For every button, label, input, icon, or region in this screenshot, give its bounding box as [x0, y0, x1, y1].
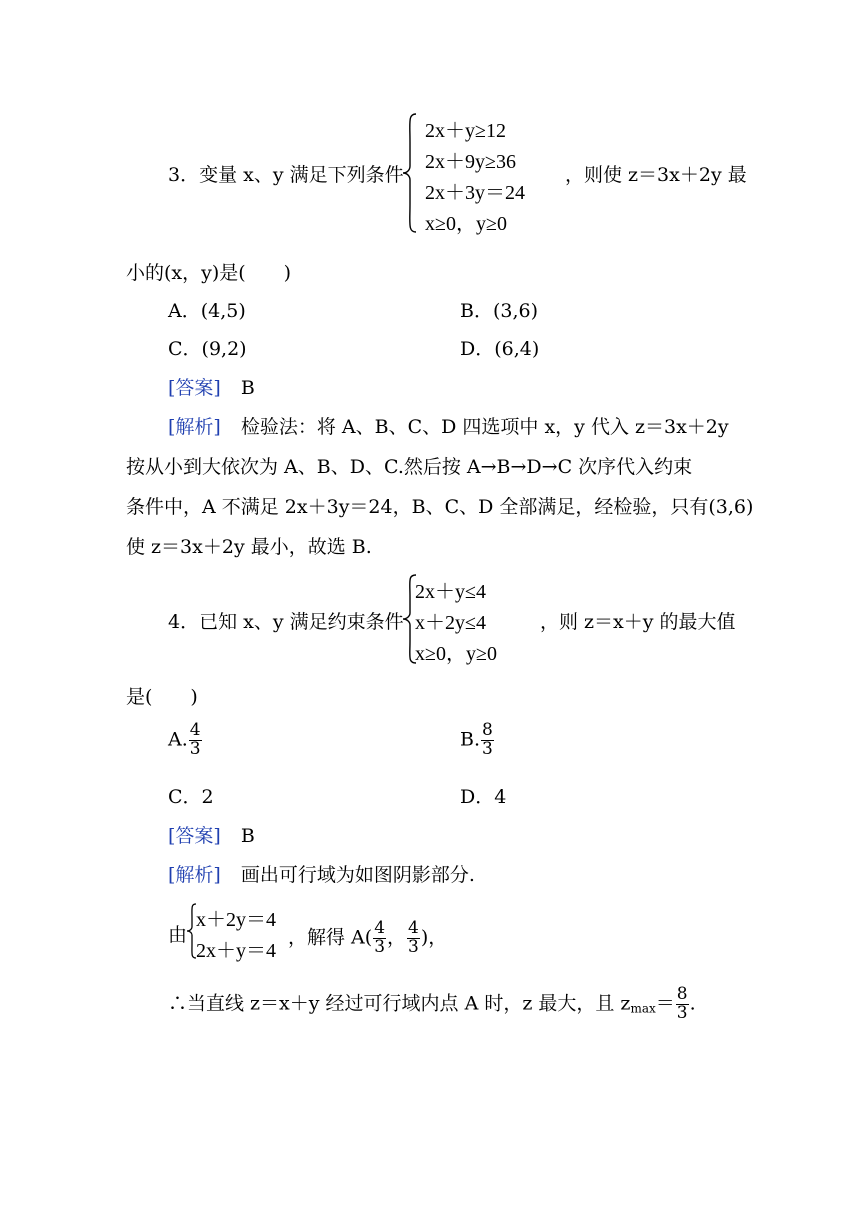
q4-analysis-tag: [解析] [168, 864, 221, 886]
q4-option-c: C．2 [168, 786, 214, 808]
fraction-denominator: 3 [189, 738, 201, 759]
fraction-numerator: 8 [482, 720, 493, 740]
q4-condition-2: x＋2y≤4 [415, 612, 486, 634]
q3-answer: B [240, 377, 255, 399]
q4-option-b-label: B. [460, 728, 481, 751]
q4-solve-eq-2: 2x＋y＝4 [196, 940, 276, 962]
q3-stem-before: 变量 x、y 满足下列条件 [199, 164, 404, 186]
q4-option-b [460, 722, 495, 759]
q4-conclusion [168, 986, 696, 1023]
q3-condition-1: 2x＋y≥12 [425, 120, 506, 142]
fraction-denominator: 3 [482, 738, 493, 759]
q4-solve-eq-1: x＋2y＝4 [196, 909, 276, 931]
q4-answer: B [240, 825, 255, 847]
q3-option-b: B．(3,6) [460, 300, 539, 322]
q3-stem-start [168, 160, 404, 187]
q3-stem-cont: 小的(x，y)是( ) [126, 262, 292, 284]
q4-number: 4． [168, 611, 200, 633]
q4-conclusion-eq: ＝ [655, 992, 675, 1015]
q4-solve-prefix: 由 [168, 924, 188, 946]
fraction-numerator: 4 [189, 720, 201, 740]
q4-conclusion-subscript: max [630, 1001, 656, 1016]
q3-option-d: D．(6,4) [460, 338, 540, 360]
q3-analysis-line-4: 使 z＝3x＋2y 最小，故选 B. [126, 536, 372, 558]
q3-condition-3: 2x＋3y＝24 [425, 182, 525, 204]
q3-number: 3． [168, 164, 200, 186]
point-a-x-fraction [373, 920, 386, 957]
q4-answer-row [168, 821, 255, 848]
q3-option-c: C．(9,2) [168, 338, 247, 360]
q3-analysis-tag: [解析] [168, 416, 221, 438]
q4-conclusion-text: ∴当直线 z＝x＋y 经过可行域内点 A 时，z 最大，且 z [168, 992, 631, 1015]
q4-conclusion-fraction [676, 986, 689, 1023]
q4-condition-3: x≥0，y≥0 [415, 643, 497, 665]
q4-option-a-fraction [189, 722, 202, 759]
fraction-numerator: 8 [676, 984, 688, 1004]
q3-condition-2: 2x＋9y≥36 [425, 151, 516, 173]
q3-answer-row [168, 373, 255, 400]
q4-option-a [168, 722, 203, 759]
q4-answer-tag: [答案] [168, 825, 221, 847]
q3-brace [402, 112, 418, 234]
q4-option-d: D．4 [460, 786, 507, 808]
q3-analysis-line-3: 条件中，A 不满足 2x＋3y＝24，B、C、D 全部满足，经检验，只有(3,6) [126, 496, 754, 518]
fraction-denominator: 3 [408, 936, 419, 957]
fraction-denominator: 3 [676, 1002, 688, 1023]
q4-analysis-line-1: 画出可行域为如图阴影部分. [240, 864, 475, 886]
q4-condition-1: 2x＋y≤4 [415, 581, 486, 603]
q4-solve-end: )， [420, 926, 448, 949]
q3-analysis-line-1: 检验法：将 A、B、C、D 四选项中 x，y 代入 z＝3x＋2y [240, 416, 729, 438]
q4-stem-before: 已知 x、y 满足约束条件 [199, 611, 404, 633]
q3-analysis-line-2: 按从小到大依次为 A、B、D、C.然后按 A→B→D→C 次序代入约束 [126, 456, 693, 478]
q4-solve-result [288, 920, 447, 957]
q3-analysis-row-1 [168, 412, 729, 439]
q4-option-a-label: A. [168, 728, 188, 751]
point-separator: ， [387, 926, 407, 949]
q3-option-a: A．(4,5) [168, 300, 246, 322]
q3-answer-tag: [答案] [168, 377, 221, 399]
q4-conclusion-end: . [689, 992, 696, 1015]
q4-stem-cont: 是( ) [126, 686, 198, 708]
q4-analysis-row-1 [168, 860, 475, 887]
q4-option-b-fraction [481, 722, 494, 759]
fraction-numerator: 4 [374, 918, 386, 938]
q4-stem-after: ，则 z＝x＋y 的最大值 [540, 611, 736, 633]
q3-condition-4: x≥0，y≥0 [425, 213, 507, 235]
q4-stem-start [168, 607, 404, 634]
point-a-y-fraction [407, 920, 420, 957]
fraction-numerator: 4 [408, 918, 419, 938]
fraction-denominator: 3 [374, 936, 386, 957]
q4-solve-mid: ，解得 A( [288, 926, 373, 949]
q3-stem-after: ，则使 z＝3x＋2y 最 [565, 164, 747, 186]
